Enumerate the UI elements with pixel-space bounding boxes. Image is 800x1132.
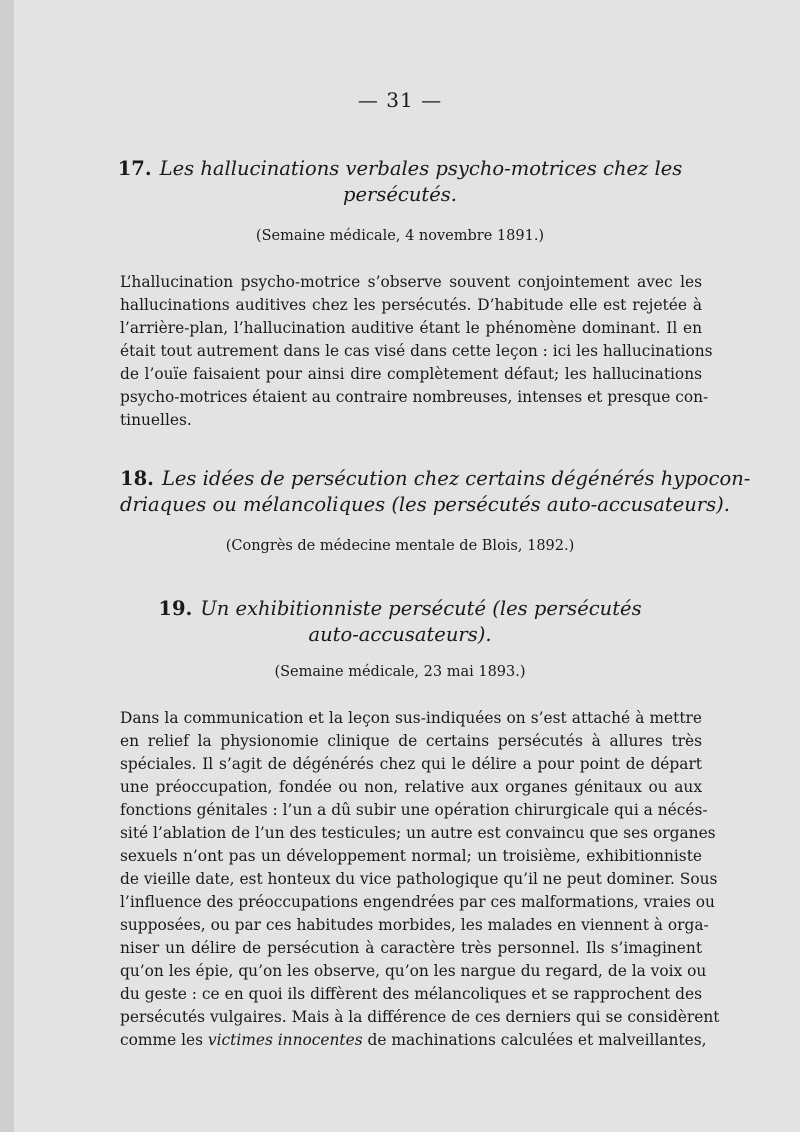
paragraph-line: du geste : ce en quoi ils diffèrent des mélancoliques et se rapprochent des: [120, 985, 702, 1003]
section-19-heading: [100, 596, 700, 648]
section-17-heading: [100, 156, 700, 208]
section-17-title-line1: Les hallucinations verbales psycho-motrices chez les: [159, 157, 683, 180]
paragraph-line: une préoccupation, fondée ou non, relative aux organes génitaux ou aux: [120, 778, 702, 796]
paragraph-line: Dans la communication et la leçon sus-indiquées on s’est attaché à mettre: [120, 709, 702, 727]
section-17-title-line2: persécutés.: [343, 183, 457, 206]
section-17-paragraph: [120, 271, 713, 432]
paragraph-line: persécutés vulgaires. Mais à la différence de ces derniers qui se considèrent: [120, 1008, 720, 1026]
paragraph-line: de l’ouïe faisaient pour ainsi dire complètement défaut; les hallucinations: [120, 365, 702, 383]
final-line-emphasis: victimes innocentes: [207, 1031, 363, 1049]
section-17-number: 17.: [117, 157, 152, 180]
paragraph-line: supposées, ou par ces habitudes morbides, les malades en viennent à orga-: [120, 916, 709, 934]
paragraph-line: psycho-motrices étaient au contraire nombreuses, intenses et presque con-: [120, 388, 709, 406]
section-18-heading-line1: [120, 466, 751, 492]
final-line-suffix: de machinations calculées et malveillantes,: [367, 1031, 707, 1049]
final-line-prefix: comme les: [120, 1031, 204, 1049]
section-18-title-line2: driaques ou mélancoliques (les persécutés auto-accusateurs).: [120, 493, 730, 516]
paragraph-line: spéciales. Il s’agit de dégénérés chez qui le délire a pour point de départ: [120, 755, 702, 773]
paragraph-line: en relief la physionomie clinique de certains persécutés à allures très: [120, 732, 702, 750]
section-17-heading-line1: [100, 156, 700, 182]
paragraph-line: tinuelles.: [120, 411, 192, 429]
paragraph-line: l’influence des préoccupations engendrées par ces malformations, vraies ou: [120, 893, 715, 911]
section-19-paragraph: [120, 707, 720, 1052]
paragraph-line: sité l’ablation de l’un des testicules; un autre est convaincu que ses organes: [120, 824, 716, 842]
paragraph-line: l’arrière-plan, l’hallucination auditive étant le phénomène dominant. Il en: [120, 319, 702, 337]
section-19-title-line1: Un exhibitionniste persécuté (les persécutés: [200, 597, 642, 620]
paragraph-line: L’hallucination psycho-motrice s’observe souvent conjointement avec les: [120, 273, 702, 291]
section-19-source: (Semaine médicale, 23 mai 1893.): [274, 664, 526, 680]
paragraph-line-final: [120, 1029, 707, 1052]
section-18-source: (Congrès de médecine mentale de Blois, 1892.): [225, 538, 575, 554]
section-18-heading: [120, 466, 751, 518]
page-edge-shadow: [0, 0, 14, 1132]
paragraph-line: niser un délire de persécution à caractère très personnel. Ils s’imaginent: [120, 939, 702, 957]
page-number: — 31 —: [357, 88, 443, 112]
paragraph-line: qu’on les épie, qu’on les observe, qu’on les nargue du regard, de la voix ou: [120, 962, 707, 980]
paragraph-line: de vieille date, est honteux du vice pathologique qu’il ne peut dominer. Sous: [120, 870, 718, 888]
section-18-title-line1: Les idées de persécution chez certains dégénérés hypocon-: [161, 467, 751, 490]
paragraph-line: était tout autrement dans le cas visé dans cette leçon : ici les hallucinations: [120, 342, 713, 360]
paragraph-line: fonctions génitales : l’un a dû subir une opération chirurgicale qui a nécés-: [120, 801, 708, 819]
section-19-heading-line1: [100, 596, 700, 622]
section-19-title-line2: auto-accusateurs).: [308, 623, 492, 646]
section-19-number: 19.: [158, 597, 193, 620]
section-18-number: 18.: [120, 467, 154, 490]
section-17-source: (Semaine médicale, 4 novembre 1891.): [255, 228, 545, 244]
paragraph-line: hallucinations auditives chez les persécutés. D’habitude elle est rejetée à: [120, 296, 702, 314]
paragraph-line: sexuels n’ont pas un développement normal; un troisième, exhibitionniste: [120, 847, 702, 865]
